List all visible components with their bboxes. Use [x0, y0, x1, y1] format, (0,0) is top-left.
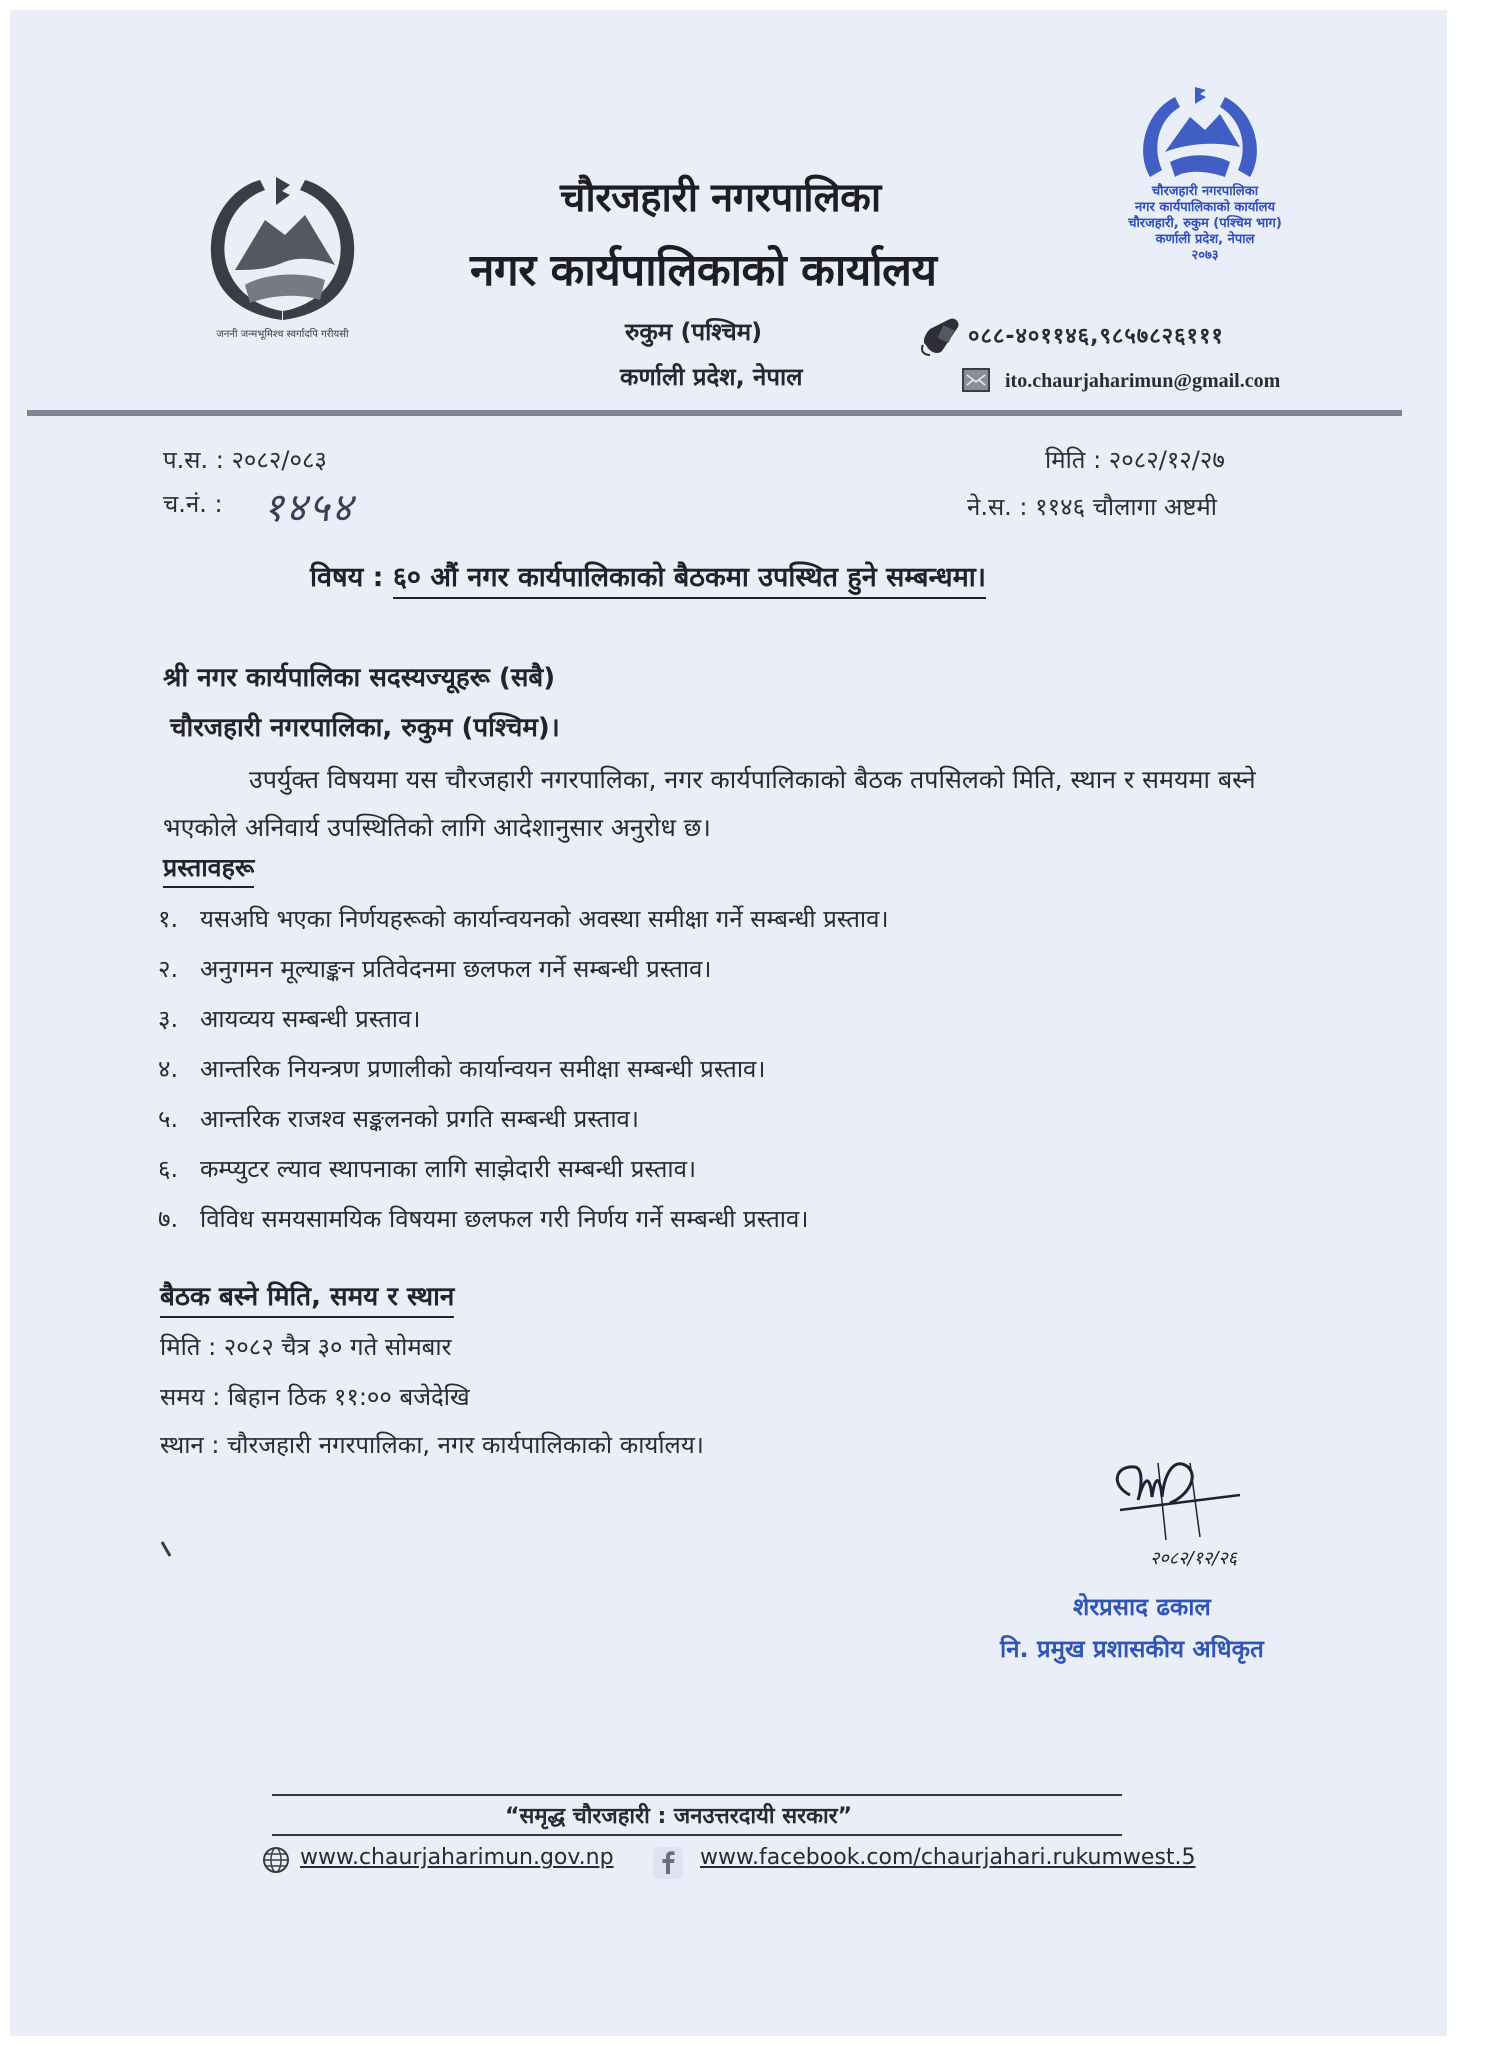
meeting-heading: बैठक बस्ने मिति, समय र स्थान [160, 1277, 454, 1318]
proposal-text: विविध समयसामयिक विषयमा छलफल गरी निर्णय गर्ने सम्बन्धी प्रस्ताव। [200, 1205, 809, 1233]
telephone-icon [920, 315, 962, 357]
website-link[interactable]: www.chaurjaharimun.gov.np [300, 1845, 614, 1870]
proposal-item [158, 1148, 889, 1198]
stamp-line-2: नगर कार्यपालिकाको कार्यालय [1134, 200, 1276, 215]
proposal-text: आन्तरिक राजश्व सङ्कलनको प्रगति सम्बन्धी प्रस्ताव। [200, 1105, 639, 1133]
nepal-sambat-date: ने.स. : ११४६ चौलागा अष्टमी [967, 493, 1217, 521]
proposal-number: ५. [158, 1105, 179, 1133]
signatory-name: शेरप्रसाद ढकाल [1073, 1593, 1211, 1621]
email-icon [962, 368, 990, 392]
facebook-link[interactable]: www.facebook.com/chaurjahari.rukumwest.5 [700, 1845, 1196, 1870]
proposals-list [158, 898, 889, 1248]
proposals-heading: प्रस्तावहरू [163, 850, 254, 888]
subject-label: विषय : [310, 562, 384, 593]
phone-numbers: ०८८-४०११४६,९८५७८२६१११ [968, 324, 1224, 349]
proposal-number: २. [158, 955, 179, 983]
province: कर्णाली प्रदेश, नेपाल [620, 363, 803, 391]
email-address[interactable]: ito.chaurjaharimun@gmail.com [1005, 370, 1281, 392]
proposal-text: अनुगमन मूल्याङ्कन प्रतिवेदनमा छलफल गर्ने सम्बन्धी प्रस्ताव। [200, 955, 712, 983]
proposal-item [158, 998, 889, 1048]
proposal-text: आयव्यय सम्बन्धी प्रस्ताव। [200, 1005, 421, 1033]
org-name: चौरजहारी नगरपालिका [560, 175, 881, 221]
proposal-item [158, 948, 889, 998]
proposal-text: यसअघि भएका निर्णयहरूको कार्यान्वयनको अवस्था समीक्षा गर्ने सम्बन्धी प्रस्ताव। [200, 905, 889, 933]
footer-slogan: “समृद्ध चौरजहारी : जनउत्तरदायी सरकार” [505, 1804, 853, 1829]
globe-icon [262, 1846, 290, 1874]
stamp-line-1: चौरजहारी नगरपालिका [1151, 184, 1259, 199]
proposal-item [158, 1098, 889, 1148]
proposal-number: ४. [158, 1055, 179, 1083]
office-name: नगर कार्यपालिकाको कार्यालय [470, 245, 937, 296]
signature-date: २०८२/१२/२६ [1150, 1548, 1238, 1569]
emblem-motto: जननी जन्मभूमिश्च स्वर्गादपि गरीयसी [216, 329, 349, 340]
subject-line [310, 557, 986, 594]
meeting-time: समय : बिहान ठिक ११:०० बजेदेखि [160, 1383, 470, 1411]
office-stamp-emblem-icon [1120, 82, 1280, 182]
proposal-text: आन्तरिक नियन्त्रण प्रणालीको कार्यान्वयन समीक्षा सम्बन्धी प्रस्ताव। [200, 1055, 766, 1083]
subject-text: ६० औं नगर कार्यपालिकाको बैठकमा उपस्थित हुने सम्बन्धमा। [393, 562, 986, 599]
proposal-text: कम्प्युटर ल्याव स्थापनाका लागि साझेदारी सम्बन्धी प्रस्ताव। [200, 1155, 697, 1183]
addressee-line-1: श्री नगर कार्यपालिका सदस्यज्यूहरू (सबै) [163, 663, 556, 693]
fiscal-year: प.स. : २०८२/०८३ [163, 446, 327, 474]
dispatch-number: १४५४ [263, 485, 355, 531]
meeting-venue: स्थान : चौरजहारी नगरपालिका, नगर कार्यपालिकाको कार्यालय। [160, 1431, 704, 1459]
stamp-line-3: चौरजहारी, रुकुम (पश्चिम भाग) [1128, 216, 1282, 231]
ink-mark [160, 1540, 172, 1558]
nepal-emblem-icon [190, 175, 375, 325]
proposal-item [158, 1048, 889, 1098]
facebook-icon [652, 1846, 684, 1880]
body-paragraph: उपर्युक्त विषयमा यस चौरजहारी नगरपालिका, नगर कार्यपालिकाको बैठक तपसिलको मिति, स्थान र समयमा बस्ने भएकोले अनिवार्य उपस्थितिको लागि आदेशानुसार अनुरोध छ। [163, 765, 1256, 842]
proposal-number: ६. [158, 1155, 179, 1183]
dispatch-label: च.नं. : [163, 490, 223, 518]
district: रुकुम (पश्चिम) [625, 318, 763, 346]
stamp-line-4: कर्णाली प्रदेश, नेपाल [1155, 232, 1255, 247]
proposal-item [158, 898, 889, 948]
footer-rule-bottom [272, 1834, 1122, 1836]
signatory-title: नि. प्रमुख प्रशासकीय अधिकृत [1000, 1635, 1264, 1663]
signature [1090, 1455, 1290, 1545]
proposal-number: ७. [158, 1205, 179, 1233]
footer-rule-top [272, 1794, 1122, 1796]
header-divider [27, 410, 1402, 416]
proposal-number: ३. [158, 1005, 179, 1033]
office-stamp [1075, 184, 1335, 264]
letter-date: मिति : २०८२/१२/२७ [1045, 446, 1225, 474]
addressee-line-2: चौरजहारी नगरपालिका, रुकुम (पश्चिम)। [170, 713, 560, 743]
meeting-date: मिति : २०८२ चैत्र ३० गते सोमबार [160, 1333, 452, 1361]
stamp-line-5: २०७३ [1191, 248, 1219, 263]
proposal-number: १. [158, 905, 179, 933]
proposal-item [158, 1198, 889, 1248]
